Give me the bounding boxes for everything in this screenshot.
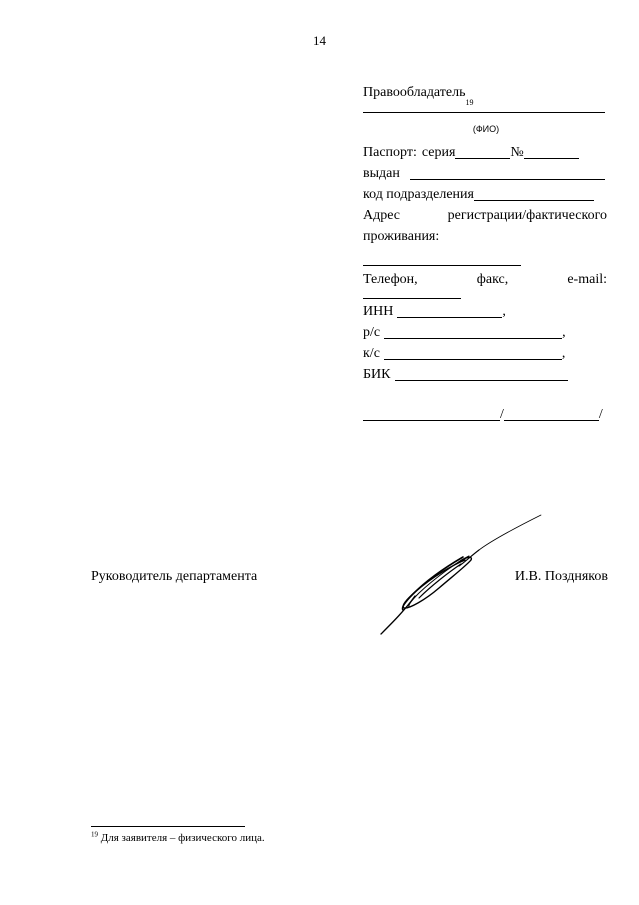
division-code-row (363, 184, 609, 205)
email-label: e-mail: (567, 272, 607, 287)
contacts-field (363, 297, 461, 299)
passport-row (363, 142, 609, 163)
bik-field (395, 366, 568, 381)
inn-row (363, 301, 609, 322)
ks-field (384, 345, 562, 360)
rs-label: р/с (363, 325, 381, 340)
number-label: № (510, 145, 524, 160)
bik-row (363, 364, 609, 385)
series-label: серия (421, 145, 456, 160)
signature-row (363, 404, 609, 425)
signature-slash-2: / (598, 407, 603, 422)
name-transcript-field (504, 406, 599, 421)
phone-label: Телефон, (363, 272, 418, 287)
signature-field (363, 406, 500, 421)
passport-label: Паспорт: (363, 145, 417, 160)
rs-comma: , (562, 325, 566, 340)
issued-label: выдан (363, 166, 400, 181)
rs-row (363, 322, 609, 343)
rs-field (384, 324, 562, 339)
footnote-rule (91, 826, 245, 827)
handwritten-signature (375, 510, 545, 640)
rightholder-title: Правообладатель (363, 85, 466, 100)
rightholder-heading: Правообладатель 19 (363, 82, 609, 103)
address-word1: Адрес (363, 208, 401, 223)
inn-comma: , (502, 304, 506, 319)
ks-label: к/с (363, 346, 380, 361)
ks-comma: , (561, 346, 566, 361)
bik-label: БИК (363, 367, 391, 382)
page-number: 14 (313, 33, 326, 48)
issued-field (410, 165, 605, 180)
ks-row (363, 343, 609, 364)
address-word2: регистрации/фактического (447, 208, 607, 223)
passport-number-field (524, 144, 579, 159)
signatory-position: Руководитель департамента (91, 569, 258, 584)
footnote (91, 832, 265, 844)
fax-label: факс, (476, 272, 509, 287)
address-row (363, 205, 607, 226)
fio-line (363, 111, 605, 113)
issued-row (363, 163, 609, 184)
address-line2: проживания: (363, 229, 440, 244)
contacts-row (363, 269, 607, 290)
division-code-field (474, 186, 594, 201)
inn-field (397, 303, 502, 318)
series-field (455, 144, 510, 159)
signature-slash-1: / (500, 407, 504, 422)
rightholder-block (363, 80, 609, 425)
inn-label: ИНН (363, 304, 394, 319)
address-field (363, 264, 521, 266)
footnote-text: Для заявителя – физического лица. (100, 832, 265, 844)
fio-caption: (ФИО) (472, 124, 500, 134)
footnote-number: 19 (91, 830, 98, 839)
division-code-label: код подразделения (363, 187, 474, 202)
signatory-name: И.В. Поздняков (514, 569, 608, 584)
